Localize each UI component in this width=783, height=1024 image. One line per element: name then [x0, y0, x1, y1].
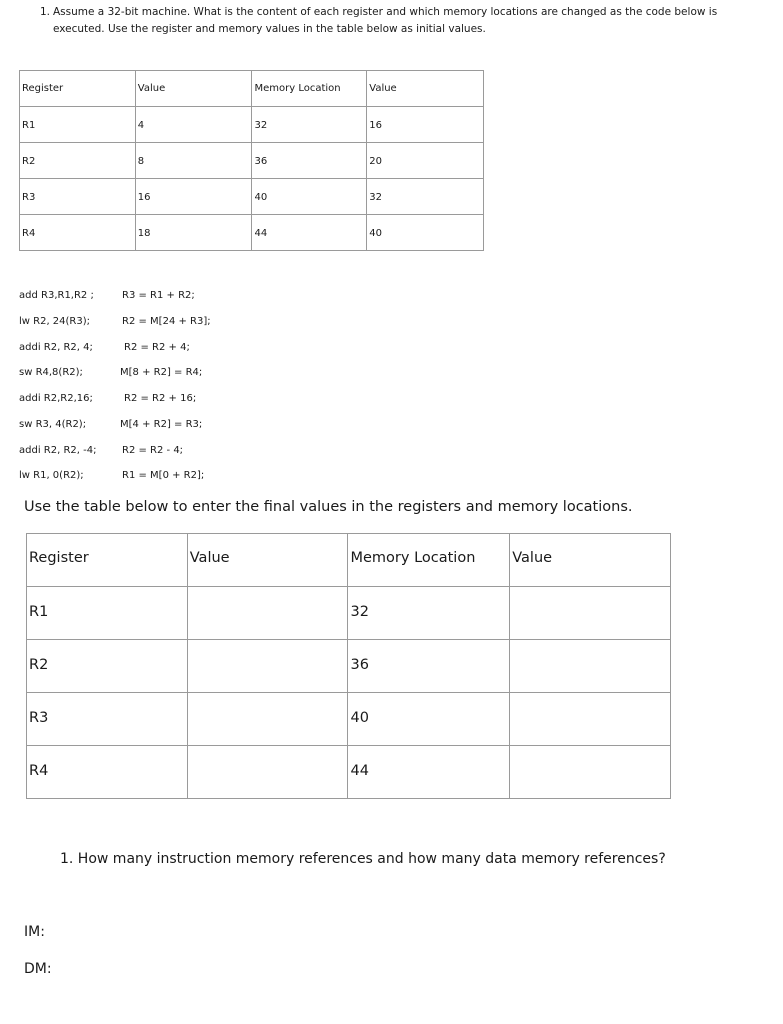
im-label: IM: — [24, 924, 45, 940]
memory-location: 32 — [252, 107, 367, 143]
register-name: R1 — [27, 587, 188, 640]
memory-location: 40 — [252, 179, 367, 215]
memory-value: 20 — [367, 143, 484, 179]
code-asm: addi R2, R2, -4; — [19, 445, 97, 456]
register-name: R4 — [27, 746, 188, 799]
final-values-table — [26, 533, 671, 799]
code-operation: R1 = M[0 + R2]; — [122, 470, 205, 481]
register-name: R3 — [20, 179, 136, 215]
question-1 — [40, 4, 765, 38]
register-value: 4 — [135, 107, 252, 143]
register-name: R2 — [20, 143, 136, 179]
dm-label: DM: — [24, 961, 52, 977]
table-header-row — [20, 71, 484, 107]
memory-location: 44 — [252, 215, 367, 251]
memory-location: 36 — [348, 640, 510, 693]
register-name: R4 — [20, 215, 136, 251]
table-row — [20, 107, 484, 143]
header-memory-value: Value — [510, 534, 671, 587]
header-value: Value — [135, 71, 252, 107]
code-asm: lw R2, 24(R3); — [19, 316, 91, 327]
header-memory-location: Memory Location — [252, 71, 367, 107]
code-asm: add R3,R1,R2 ; — [19, 290, 94, 301]
register-name: R2 — [27, 640, 188, 693]
table-row — [27, 746, 671, 799]
memory-location: 36 — [252, 143, 367, 179]
code-asm: addi R2,R2,16; — [19, 393, 93, 404]
register-value-cell[interactable] — [187, 746, 348, 799]
header-memory-location: Memory Location — [348, 534, 510, 587]
memory-location: 32 — [348, 587, 510, 640]
memory-value-cell[interactable] — [510, 587, 671, 640]
memory-location: 40 — [348, 693, 510, 746]
code-operation: R2 = R2 + 4; — [124, 342, 190, 353]
code-operation: M[4 + R2] = R3; — [120, 419, 203, 430]
register-value-cell[interactable] — [187, 587, 348, 640]
register-value-cell[interactable] — [187, 693, 348, 746]
register-name: R3 — [27, 693, 188, 746]
question-1-number: 1. — [40, 6, 51, 18]
memory-value-cell[interactable] — [510, 746, 671, 799]
header-memory-value: Value — [367, 71, 484, 107]
code-operation: R2 = R2 + 16; — [124, 393, 197, 404]
table-row — [20, 215, 484, 251]
table-header-row — [27, 534, 671, 587]
table-row — [20, 179, 484, 215]
initial-values-table — [19, 70, 484, 251]
header-register: Register — [27, 534, 188, 587]
register-name: R1 — [20, 107, 136, 143]
code-asm: sw R3, 4(R2); — [19, 419, 87, 430]
code-asm: addi R2, R2, 4; — [19, 342, 93, 353]
code-operation: R2 = M[24 + R3]; — [122, 316, 211, 327]
memory-value-cell[interactable] — [510, 640, 671, 693]
instruction-text: Use the table below to enter the final values in the registers and memory locations. — [24, 499, 633, 515]
code-operation: M[8 + R2] = R4; — [120, 367, 203, 378]
memory-value-cell[interactable] — [510, 693, 671, 746]
register-value: 8 — [135, 143, 252, 179]
code-operation: R3 = R1 + R2; — [122, 290, 195, 301]
code-operation: R2 = R2 - 4; — [122, 445, 184, 456]
header-register: Register — [20, 71, 136, 107]
register-value: 18 — [135, 215, 252, 251]
table-row — [20, 143, 484, 179]
register-value-cell[interactable] — [187, 640, 348, 693]
question-1-text: Assume a 32-bit machine. What is the content of each register and which memory locations are changed as the code below is executed. Use the register and memory values in the table below as initial values. — [53, 6, 718, 35]
table-row — [27, 587, 671, 640]
memory-value: 40 — [367, 215, 484, 251]
question-2: 1. How many instruction memory references and how many data memory references? — [60, 851, 666, 867]
register-value: 16 — [135, 179, 252, 215]
memory-value: 32 — [367, 179, 484, 215]
code-asm: lw R1, 0(R2); — [19, 470, 84, 481]
memory-location: 44 — [348, 746, 510, 799]
table-row — [27, 640, 671, 693]
memory-value: 16 — [367, 107, 484, 143]
code-asm: sw R4,8(R2); — [19, 367, 83, 378]
table-row — [27, 693, 671, 746]
header-value: Value — [187, 534, 348, 587]
